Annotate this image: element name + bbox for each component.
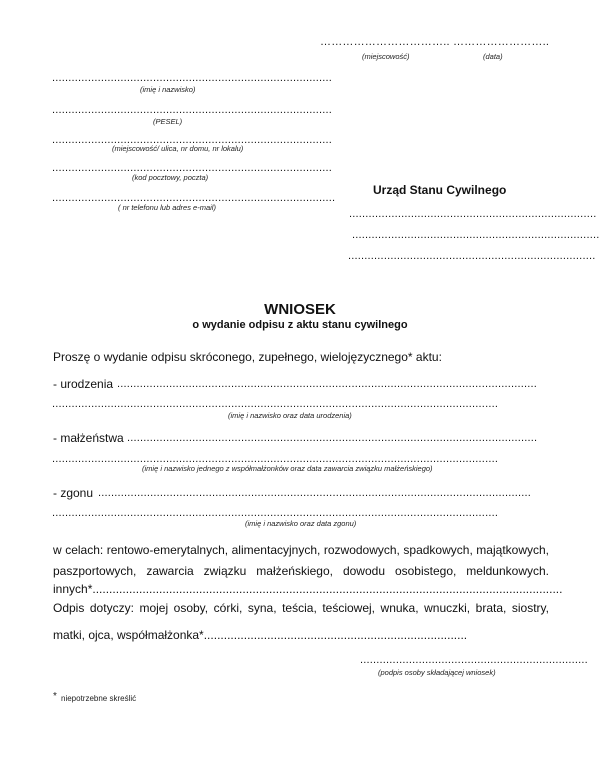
death-field-line-2[interactable]: .........................................................................................................................................: [52, 507, 499, 519]
purpose-other-field[interactable]: innych*.............................................................................................................................................: [53, 582, 563, 596]
marriage-field-line-2[interactable]: .........................................................................................................................................: [52, 453, 499, 465]
birth-field-line-2[interactable]: .........................................................................................................................................: [52, 398, 499, 410]
office-line-3[interactable]: ............................................................................: [348, 250, 596, 262]
address-caption: (miejscowość/ ulica, nr domu, nr lokalu): [112, 144, 244, 153]
death-label: - zgonu: [53, 486, 94, 500]
pesel-caption: (PESEL): [153, 117, 183, 126]
contact-field[interactable]: .......................................................................................: [52, 192, 336, 204]
contact-caption: ( nr telefonu lub adres e-mail): [118, 203, 216, 212]
postal-field[interactable]: ......................................................................................: [52, 162, 333, 174]
address-field[interactable]: ......................................................................................: [52, 134, 333, 146]
office-title: Urząd Stanu Cywilnego: [373, 183, 507, 197]
purpose-line-1: w celach: rentowo-emerytalnych, alimentacyjnych, rozwodowych, spadkowych, majątkowych,: [53, 543, 549, 557]
marriage-label: - małżeństwa: [53, 431, 124, 445]
footnote-mark: *: [53, 691, 57, 702]
form-subtitle: o wydanie odpisu z aktu stanu cywilnego: [192, 319, 408, 331]
pesel-field[interactable]: ......................................................................................: [52, 104, 333, 116]
request-text: Proszę o wydanie odpisu skróconego, zupełnego, wielojęzycznego* aktu:: [53, 350, 442, 364]
office-line-2[interactable]: ............................................................................: [352, 229, 600, 241]
birth-field[interactable]: .................................................................................................................................: [117, 378, 538, 390]
marriage-field[interactable]: ..............................................................................................................................: [127, 432, 538, 444]
applicant-name-field[interactable]: ......................................................................................: [52, 72, 333, 84]
relation-line-1: Odpis dotyczy: mojej osoby, córki, syna, teścia, teściowej, wnuka, wnuczki, brata, siostry,: [53, 601, 549, 615]
marriage-caption: (imię i nazwisko jednego z współmałżonków oraz data zawarcia związku małżeńskiego): [142, 464, 433, 473]
date-caption: (data): [483, 52, 503, 61]
postal-caption: (kod pocztowy, poczta): [132, 173, 209, 182]
purpose-line-2: paszportowych, zawarcia związku małżeńskiego, dowodu osobistego, meldunkowych.: [53, 564, 549, 578]
office-line-1[interactable]: ............................................................................: [349, 208, 597, 220]
death-caption: (imię i nazwisko oraz data zgonu): [245, 519, 357, 528]
place-caption: (miejscowość): [362, 52, 410, 61]
applicant-name-caption: (imię i nazwisko): [140, 85, 196, 94]
birth-caption: (imię i nazwisko oraz data urodzenia): [228, 411, 352, 420]
signature-caption: (podpis osoby składającej wniosek): [378, 668, 496, 677]
place-date-dots[interactable]: …………………………….. ……………………..: [320, 36, 550, 48]
footnote-text: niepotrzebne skreślić: [61, 694, 137, 703]
birth-label: - urodzenia: [53, 377, 114, 391]
death-field[interactable]: .....................................................................................................................................: [98, 487, 532, 499]
signature-field[interactable]: ......................................................................: [360, 654, 588, 666]
form-title: WNIOSEK: [264, 301, 336, 318]
relation-line-2[interactable]: matki, ojca, współmałżonka*...............................................................................: [53, 628, 468, 642]
